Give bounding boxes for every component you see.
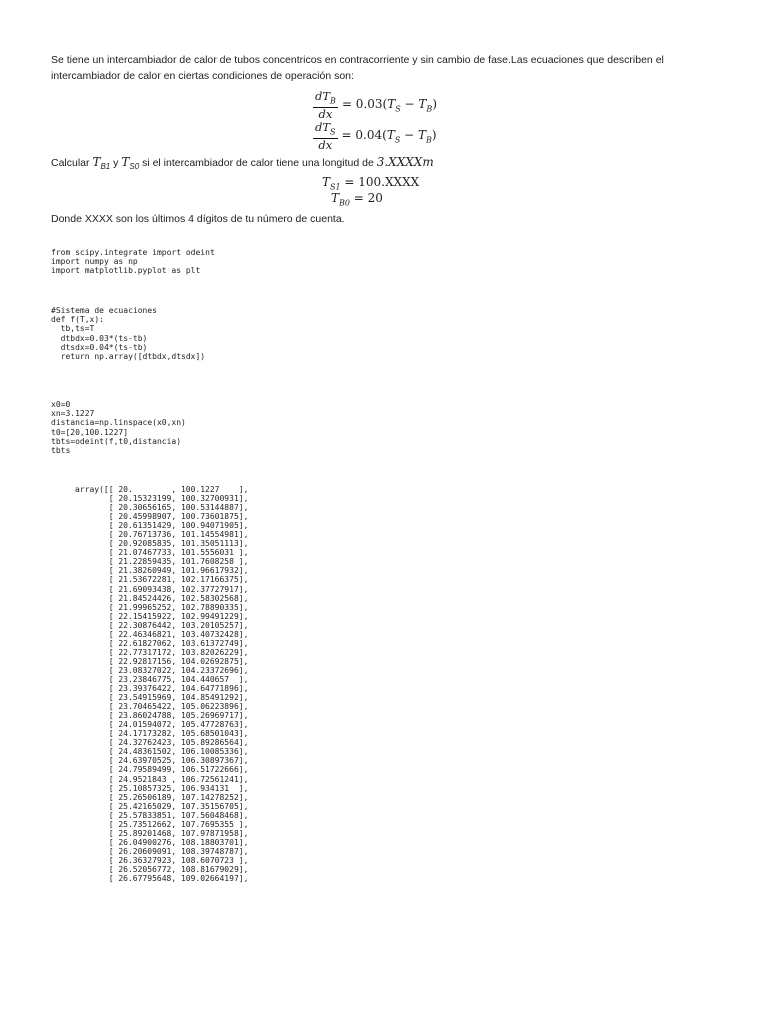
note-paragraph: Donde XXXX son los últimos 4 dígitos de tu número de cuenta. [51,213,345,225]
equation-1-rhs: = $0.03(T_S - T_B)$ [341,97,437,114]
calc-statement: Calcular $T_{B1}$ y $T_{S0}$ si el intercambiador de calor tiene una longitud de 3.XXXXm [51,155,434,172]
equation-1 [313,90,437,121]
equation-2-rhs: = $0.04(T_S - T_B)$ [341,128,437,145]
equation-2-fraction: $\frac{dT_S}{dx}$ [315,120,336,153]
code-solve: x0=0 xn=3.1227 distancia=np.linspace(x0,xn) t0=[20,100.1227] tbts=odeint(f,t0,distancia) tbts [51,400,186,456]
equation-1-fraction: $\frac{dT_B}{dx}$ [315,89,336,122]
equation-2 [313,121,437,152]
code-function: #Sistema de ecuaciones def f(T,x): tb,ts=T dtbdx=0.03*(ts-tb) dtsdx=0.04*(ts-tb) return np.array([dtbdx,dtsdx]) [51,306,206,362]
intro-paragraph: Se tiene un intercambiador de calor de tubos concentricos en contracorriente y sin cambio de fase.Las ecuaciones que describen el intercambiador de calor en ciertas condiciones de operación son: [51,54,664,82]
code-output-array: array([[ 20. , 100.1227 ], [ 20.15323199, 100.32700931], [ 20.30656165, 100.53144887], [ 20.45998907, 100.73601875], [ 20.61351429, 100.94071905], [ 20.76713736, 101.14554981], [ 20.92085835, 101.35051113], [ 21.07467733, 101.5556031 ], [ 21.22859435, 101.7608258 ], [ 21.38260949, 101.96617932], [ 21.53672281, 102.17166375], [ 21.69093438, 102.37727917], [ 21.84524426, 102.58302568], [ 21.99965252, 102.78890335], [ 22.15415922, 102.99491229], [ 22.30876442, 103.20105257], [ 22.46346821, 103.40732428], [ 22.61827062, 103.61372749], [ 22.77317172, 103.82026229], [ 22.92817156, 104.02692875], [ 23.08327022, 104.23372696], [ 23.23846775, 104.440657 ], [ 23.39376422, 104.64771896], [ 23.54915969, 104.85491292], [ 23.70465422, 105.06223896], [ 23.86024788, 105.26969717], [ 24.01594072, 105.47728763], [ 24.17173282, 105.68501043], [ 24.32762423, 105.89286564], [ 24.48361502, 106.10085336], [ 24.63970525, 106.30897367], [ 24.79589499, 106.51722666], [ 24.9521843 , 106.72561241], [ 25.10857325, 106.934131 ], [ 25.26506189, 107.14278252], [ 25.42165029, 107.35156705], [ 25.57833851, 107.56048468], [ 25.73512662, 107.7695355 ], [ 25.89201468, 107.97871958], [ 26.04900276, 108.18803701], [ 26.20609091, 108.39748787], [ 26.36327923, 108.6070723 ], [ 26.52056772, 108.81679029], [ 26.67795648, 109.02664197], [75,485,249,884]
condition-ts1: $T_{S1}$ = 100.XXXX [322,175,420,192]
condition-tb0: $T_{B0} = 20$ [331,191,383,208]
code-imports: from scipy.integrate import odeint import numpy as np import matplotlib.pyplot as plt [51,248,215,276]
